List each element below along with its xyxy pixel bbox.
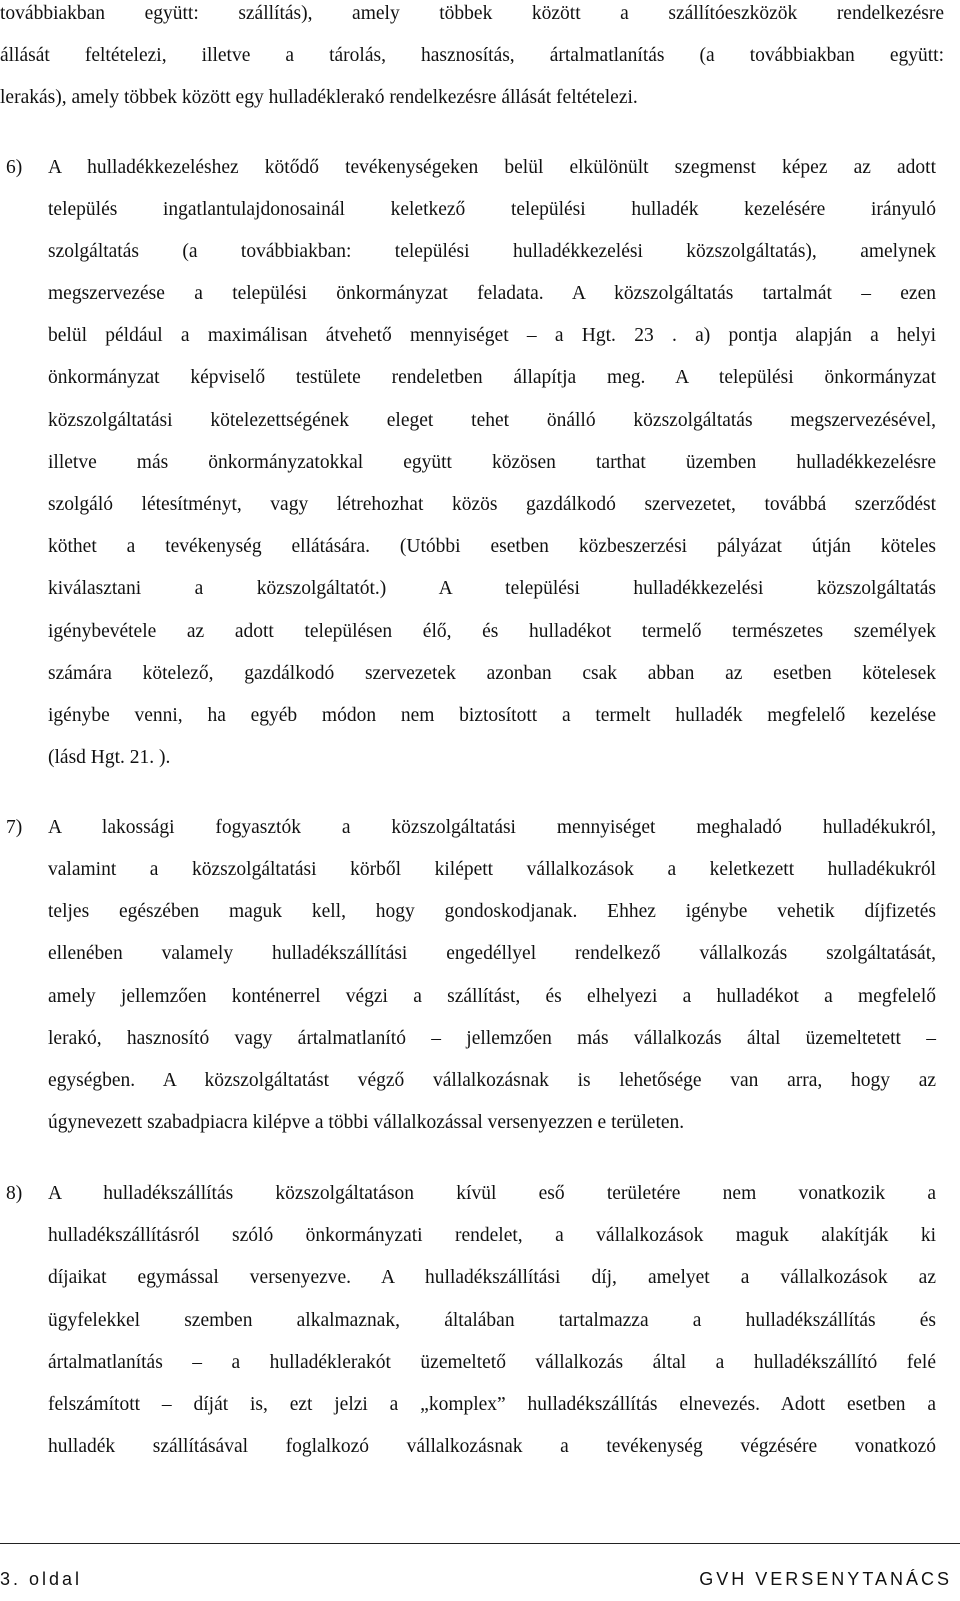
text-line: hulladék szállításával foglalkozó vállalkozásnak a tevékenység végzésére vonatkozó xyxy=(48,1436,936,1457)
text-line: ártalmatlanítás – a hulladéklerakót üzemeltető vállalkozás által a hulladékszállító felé xyxy=(48,1352,936,1373)
text-line: köthet a tevékenység ellátására. (Utóbbi esetben közbeszerzési pályázat útján köteles xyxy=(48,536,936,557)
text-line: szolgáltatás (a továbbiakban: települési hulladékkezelési közszolgáltatás), amelynek xyxy=(48,241,936,262)
page-number: 3. oldal xyxy=(0,1569,83,1589)
text-line: amely jellemzően konténerrel végzi a szállítást, és elhelyezi a hulladékot a megfelelő xyxy=(48,986,936,1007)
text-line: teljes egészében maguk kell, hogy gondoskodjanak. Ehhez igénybe vehetik díjfizetés xyxy=(48,901,936,922)
item-number: 7) xyxy=(6,817,23,838)
text-line: település ingatlantulajdonosainál keletkező települési hulladék kezelésére irányuló xyxy=(48,199,936,220)
footer-organization: GVH VERSENYTANÁCS xyxy=(699,1569,952,1589)
text-line: kiválasztani a közszolgáltatót.) A települési hulladékkezelési közszolgáltatás xyxy=(48,578,936,599)
footer-divider xyxy=(0,1543,960,1544)
item-number: 8) xyxy=(6,1183,23,1204)
text-line: belül például a maximálisan átvehető mennyiséget – a Hgt. 23 . a) pontja alapján a helyi xyxy=(48,325,936,346)
text-line: igénybevétele az adott településen élő, és hulladékot termelő természetes személyek xyxy=(48,621,936,642)
text-line: A lakossági fogyasztók a közszolgáltatási mennyiséget meghaladó hulladékukról, xyxy=(48,817,936,838)
text-line: állását feltételezi, illetve a tárolás, hasznosítás, ártalmatlanítás (a továbbiakban együtt: xyxy=(0,45,944,66)
text-line: (lásd Hgt. 21. ). xyxy=(48,747,171,768)
text-line: lerakás), amely többek között egy hulladéklerakó rendelkezésre állását feltételezi. xyxy=(0,87,638,108)
text-line: ellenében valamely hulladékszállítási engedéllyel rendelkező vállalkozás szolgáltatását, xyxy=(48,943,936,964)
text-line: úgynevezett szabadpiacra kilépve a többi vállalkozással versenyezzen e területen. xyxy=(48,1112,685,1133)
text-line: illetve más önkormányzatokkal együtt közösen tarthat üzemben hulladékkezelésre xyxy=(48,452,936,473)
text-line: egységben. A közszolgáltatást végző vállalkozásnak is lehetősége van arra, hogy az xyxy=(48,1070,936,1091)
text-line: számára kötelező, gazdálkodó szervezetek azonban csak abban az esetben kötelesek xyxy=(48,663,936,684)
text-line: hulladékszállításról szóló önkormányzati rendelet, a vállalkozások maguk alakítják ki xyxy=(48,1225,936,1246)
text-line: ügyfelekkel szemben alkalmaznak, általában tartalmazza a hulladékszállítás és xyxy=(48,1310,936,1331)
text-line: megszervezése a települési önkormányzat feladata. A közszolgáltatás tartalmát – ezen xyxy=(48,283,936,304)
text-line: A hulladékkezeléshez kötődő tevékenységeken belül elkülönült szegmenst képez az adott xyxy=(48,157,936,178)
text-line: díjaikat egymással versenyezve. A hulladékszállítási díj, amelyet a vállalkozások az xyxy=(48,1267,936,1288)
item-number: 6) xyxy=(6,157,23,178)
text-line: továbbiakban együtt: szállítás), amely többek között a szállítóeszközök rendelkezésre xyxy=(0,3,944,24)
text-line: közszolgáltatási kötelezettségének eleget tehet önálló közszolgáltatás megszervezésével, xyxy=(48,410,936,431)
text-line: szolgáló létesítményt, vagy létrehozhat közös gazdálkodó szervezetet, továbbá szerződést xyxy=(48,494,936,515)
text-line: A hulladékszállítás közszolgáltatáson kívül eső területére nem vonatkozik a xyxy=(48,1183,936,1204)
text-line: felszámított – díját is, ezt jelzi a „komplex” hulladékszállítás elnevezés. Adott esetben a xyxy=(48,1394,936,1415)
text-line: valamint a közszolgáltatási körből kilépett vállalkozások a keletkezett hulladékukról xyxy=(48,859,936,880)
text-line: lerakó, hasznosító vagy ártalmatlanító – jellemzően más vállalkozás által üzemeltetett – xyxy=(48,1028,936,1049)
text-line: igénybe venni, ha egyéb módon nem biztosított a termelt hulladék megfelelő kezelése xyxy=(48,705,936,726)
text-line: önkormányzat képviselő testülete rendeletben állapítja meg. A települési önkormányzat xyxy=(48,367,936,388)
